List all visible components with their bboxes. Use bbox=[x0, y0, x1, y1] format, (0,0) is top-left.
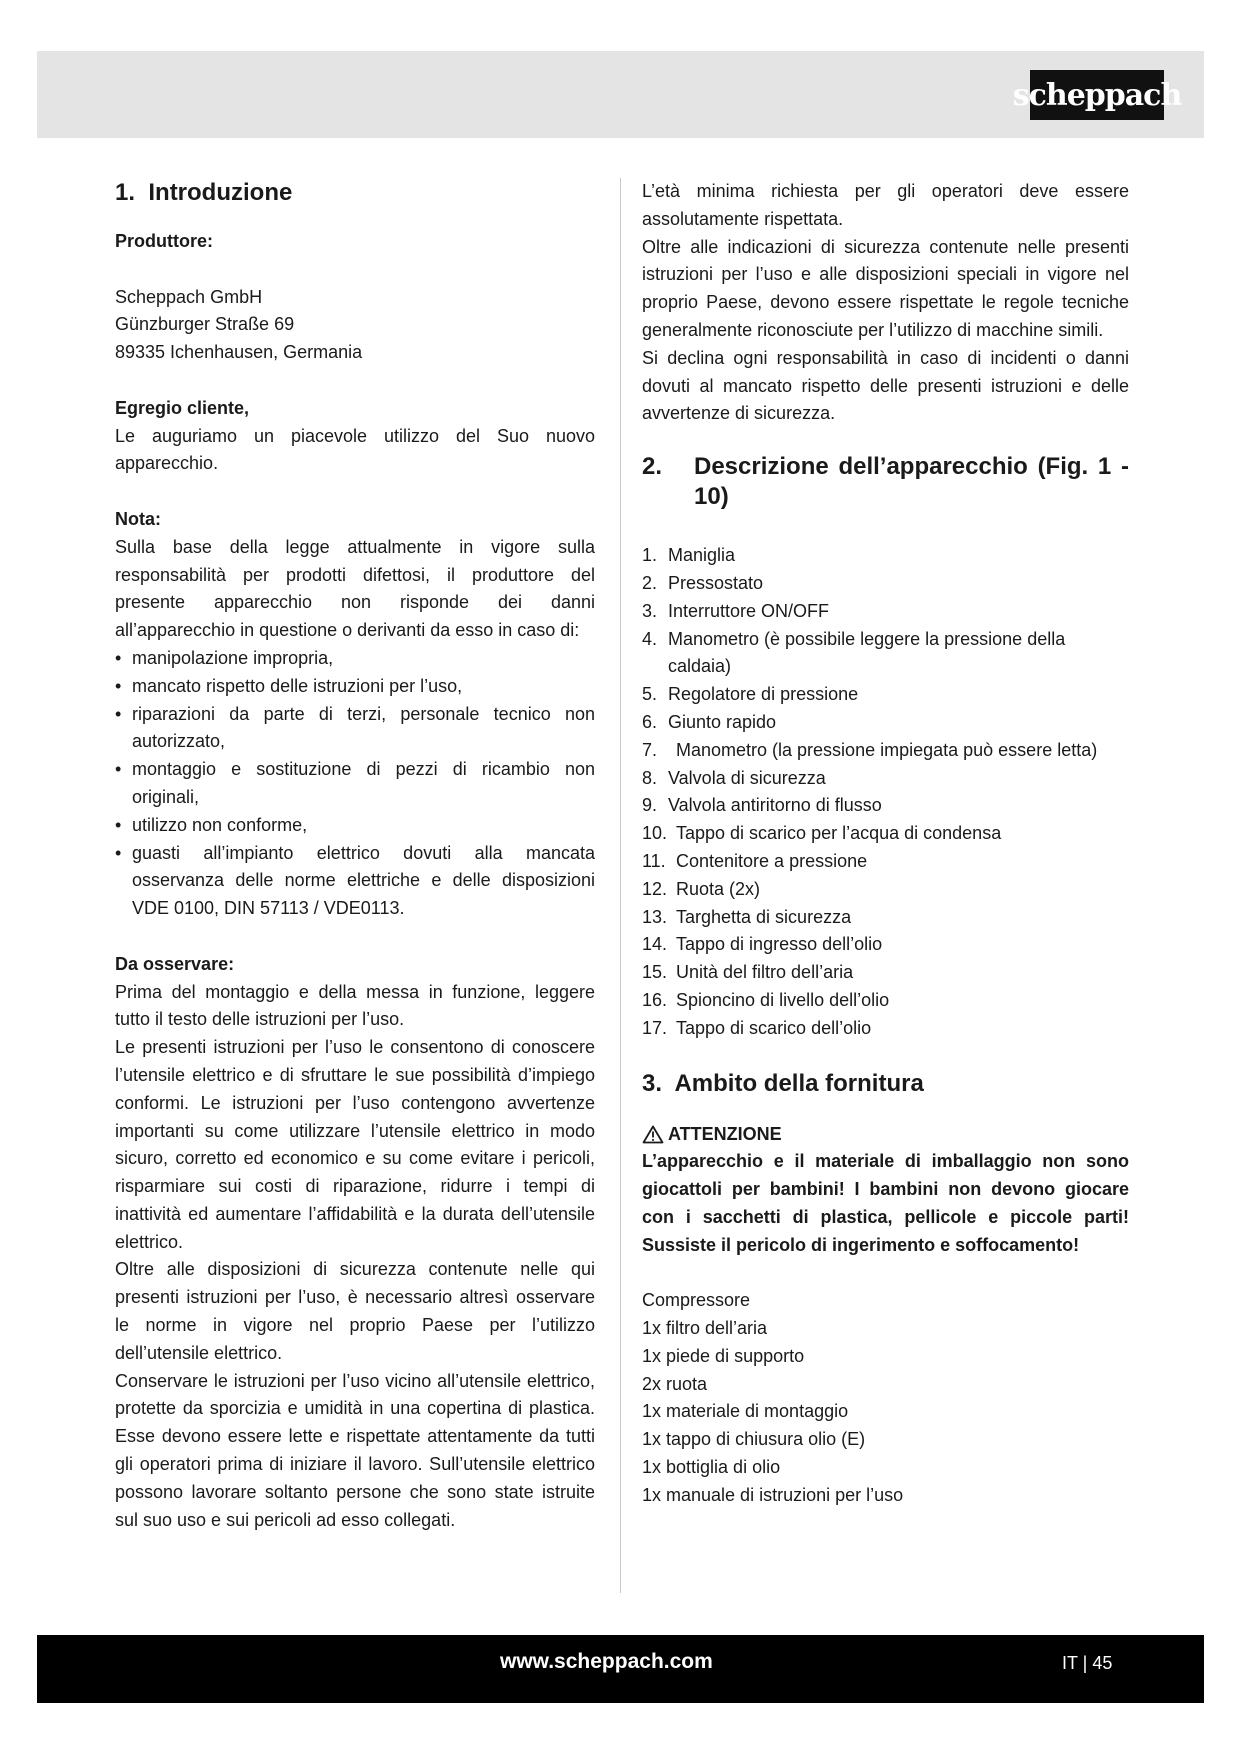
observe-paragraph: Le presenti istruzioni per l’uso le consentono di conoscere l’utensile elettrico e di sfruttare le sue possibilità d’impiego conformi. Le istruzioni per l’uso contengono avvertenze importanti su come utilizzare l’utensile elettrico in modo sicuro, corretto ed economico e su come evitare i pericoli, risparmiare sui costi di riparazione, ridurre i tempi di inattività ed aumentare l’affidabilità e la durata dell’utensile elettrico. bbox=[115, 1037, 595, 1252]
column-divider bbox=[620, 178, 621, 1593]
address-line: Günzburger Straße 69 bbox=[115, 314, 295, 335]
manufacturer-label: Produttore: bbox=[115, 231, 213, 251]
observe-paragraph: Conservare le istruzioni per l’uso vicino all’utensile elettrico, protette da sporcizia e umidità in una copertina di plastica. Esse devono essere lette e rispettate attentamente da tutti gli operatori prima di iniziare il lavoro. Sull’utensile elettrico possono lavorare soltanto persone che sono state istruite sul suo uso e sui pericoli ad esso collegati. bbox=[115, 1370, 595, 1530]
observe-paragraph: Oltre alle disposizioni di sicurezza contenute nelle qui presenti istruzioni per l’uso, è necessario altresì osservare le norme in vigore nel proprio Paese per l’utilizzo dell’utensile elettrico. bbox=[115, 1259, 595, 1363]
parts-list bbox=[642, 542, 1129, 1042]
supply-item: 1x tappo di chiusura olio (E) bbox=[642, 1429, 866, 1450]
list-item: • guasti all’impianto elettrico dovuti alla mancata osservanza delle norme elettriche e delle disposizioni VDE 0100, DIN 57113 / VDE0113. bbox=[115, 840, 595, 923]
section-1-number: 1. bbox=[115, 179, 136, 206]
list-item: 11. Contenitore a pressione bbox=[642, 850, 868, 871]
section-2-title: Descrizione dell’apparecchio (Fig. 1 - 10) bbox=[694, 453, 1129, 511]
warning-text: L’apparecchio e il materiale di imballaggio non sono giocattoli per bambini! I bambini non devono giocare con i sacchetti di plastica, pellicole e piccole parti! Sussiste il pericolo di ingerimento e soffocamento! bbox=[642, 1151, 1129, 1255]
section-1-heading bbox=[115, 178, 595, 208]
section-1-title: Introduzione bbox=[148, 179, 293, 206]
list-item: 14. Tappo di ingresso dell’olio bbox=[642, 934, 883, 955]
note-bullet-list bbox=[115, 645, 595, 923]
list-item: • montaggio e sostituzione di pezzi di ricambio non originali, bbox=[115, 756, 595, 812]
list-item: • utilizzo non conforme, bbox=[115, 812, 595, 840]
supply-item: 1x materiale di montaggio bbox=[642, 1401, 849, 1422]
greeting-text: Le auguriamo un piacevole utilizzo del Suo nuovo apparecchio. bbox=[115, 425, 595, 474]
list-item: 10. Tappo di scarico per l’acqua di condensa bbox=[642, 823, 1002, 844]
warning-triangle-icon bbox=[642, 1125, 664, 1144]
section-3-number: 3. bbox=[642, 1069, 663, 1097]
list-item: 3. Interruttore ON/OFF bbox=[642, 600, 830, 621]
list-item: 1. Maniglia bbox=[642, 545, 736, 566]
list-item: 8. Valvola di sicurezza bbox=[642, 767, 826, 788]
list-item: • mancato rispetto delle istruzioni per l’uso, bbox=[115, 673, 595, 701]
footer-website-link[interactable]: www.scheppach.com bbox=[500, 1650, 713, 1673]
left-column bbox=[115, 178, 595, 1534]
supply-item: 1x piede di supporto bbox=[642, 1345, 805, 1366]
list-item: 13. Targhetta di sicurezza bbox=[642, 906, 852, 927]
list-item: • manipolazione impropria, bbox=[115, 645, 595, 673]
greeting-label: Egregio cliente, bbox=[115, 397, 250, 418]
intro-paragraph: Si declina ogni responsabilità in caso di incidenti o danni dovuti al mancato rispetto delle presenti istruzioni e delle avvertenze di sicurezza. bbox=[642, 347, 1129, 424]
list-item: 4. Manometro (è possibile leggere la pressione della caldaia) bbox=[642, 628, 1066, 677]
right-column bbox=[642, 178, 1129, 1510]
list-item: 17. Tappo di scarico dell’olio bbox=[642, 1017, 872, 1038]
list-item: 2. Pressostato bbox=[642, 572, 764, 593]
list-item: 5. Regolatore di pressione bbox=[642, 684, 859, 705]
section-2-heading bbox=[642, 452, 1129, 512]
section-2-number: 2. bbox=[642, 453, 663, 481]
list-item: • riparazioni da parte di terzi, personale tecnico non autorizzato, bbox=[115, 701, 595, 757]
warning-label: ATTENZIONE bbox=[668, 1123, 782, 1144]
supply-item: 1x bottiglia di olio bbox=[642, 1457, 781, 1478]
supply-item: Compressore bbox=[642, 1290, 751, 1311]
scheppach-logo: scheppach bbox=[1030, 70, 1164, 120]
list-item: 7. Manometro (la pressione impiegata può essere letta) bbox=[642, 739, 1098, 760]
address-line: Scheppach GmbH bbox=[115, 286, 263, 307]
intro-paragraph: L’età minima richiesta per gli operatori deve essere assolutamente rispettata. bbox=[642, 181, 1129, 229]
list-item: 15. Unità del filtro dell’aria bbox=[642, 962, 854, 983]
observe-paragraph: Prima del montaggio e della messa in funzione, leggere tutto il testo delle istruzioni per l’uso. bbox=[115, 981, 595, 1030]
note-text: Sulla base della legge attualmente in vigore sulla responsabilità per prodotti difettosi, il produttore del presente apparecchio non risponde dei danni all’apparecchio in questione o derivanti da esso in caso di: bbox=[115, 536, 595, 641]
list-item: 16. Spioncino di livello dell’olio bbox=[642, 989, 890, 1010]
list-item: 9. Valvola antiritorno di flusso bbox=[642, 795, 882, 816]
supply-item: 1x filtro dell’aria bbox=[642, 1318, 768, 1339]
page-number: IT | 45 bbox=[1062, 1653, 1113, 1673]
section-3-heading bbox=[642, 1069, 1129, 1099]
intro-paragraph: Oltre alle indicazioni di sicurezza contenute nelle presenti istruzioni per l’uso e alle disposizioni speciali in vigore nel proprio Paese, devono essere rispettate le regole tecniche generalmente riconosciute per l’utilizzo di macchine simili. bbox=[642, 236, 1129, 340]
list-item: 6. Giunto rapido bbox=[642, 711, 777, 732]
list-item: 12. Ruota (2x) bbox=[642, 878, 761, 899]
warning-heading bbox=[642, 1121, 1129, 1149]
supply-item: 2x ruota bbox=[642, 1373, 708, 1394]
address-line: 89335 Ichenhausen, Germania bbox=[115, 342, 363, 363]
observe-label: Da osservare: bbox=[115, 953, 235, 974]
section-3-title: Ambito della fornitura bbox=[674, 1069, 924, 1097]
note-label: Nota: bbox=[115, 508, 161, 529]
supply-item: 1x manuale di istruzioni per l’uso bbox=[642, 1484, 904, 1505]
